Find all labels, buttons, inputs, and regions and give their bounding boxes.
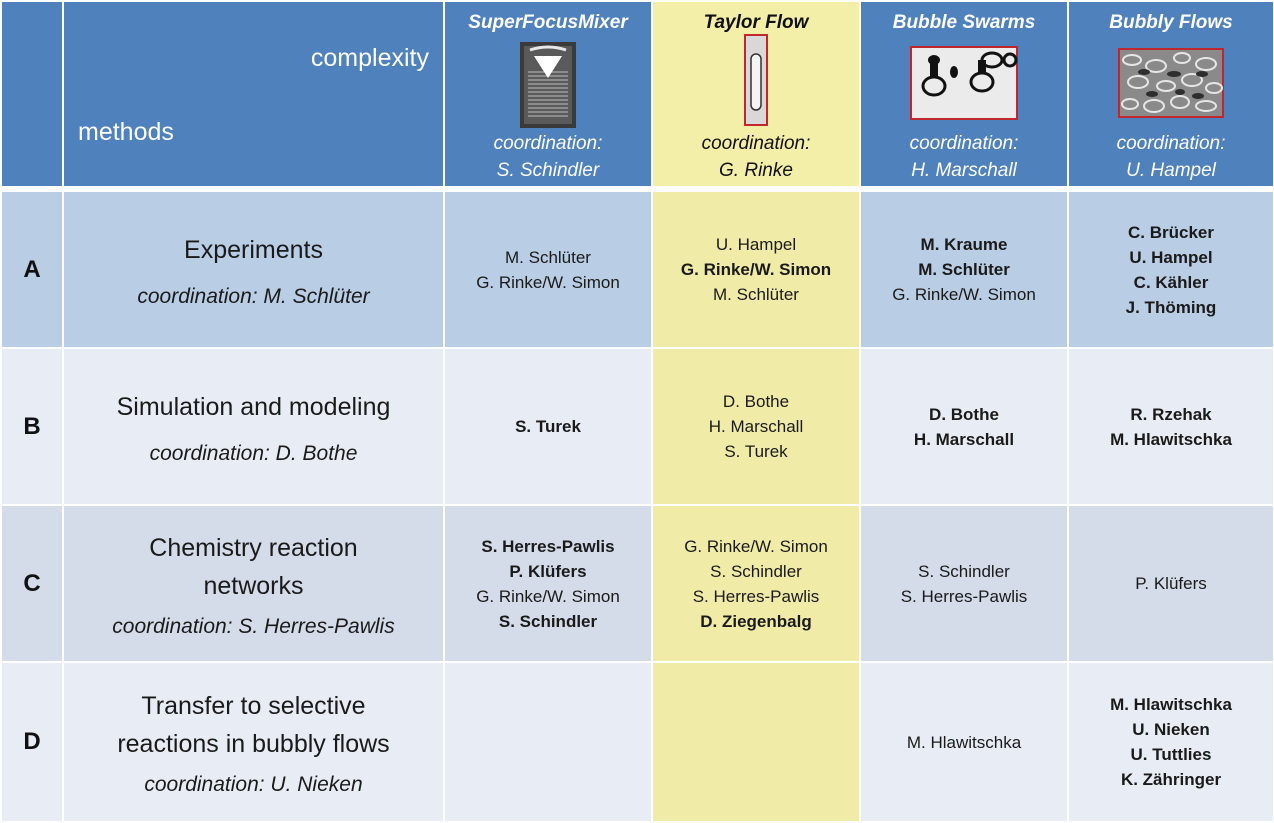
participant-lead: J. Thöming	[1125, 297, 1217, 317]
participant-lead: M. Schlüter	[918, 260, 1010, 279]
method-cell-experiments	[64, 192, 443, 347]
method-cell-transfer	[64, 663, 443, 821]
participant-lead: C. Kähler	[1133, 272, 1209, 292]
method-coordination: coordination: S. Herres-Pawlis	[112, 614, 395, 638]
coordinator-name: H. Marschall	[911, 160, 1017, 181]
participant: P. Klüfers	[1135, 574, 1207, 593]
method-title-line: networks	[203, 571, 304, 600]
participant: S. Schindler	[918, 561, 1010, 581]
participant-lead: S. Schindler	[498, 611, 598, 631]
participant-lead: S. Turek	[515, 417, 581, 436]
coordinator-name: S. Schindler	[496, 160, 600, 181]
col-title: Bubble Swarms	[892, 12, 1036, 33]
header-corner	[2, 2, 62, 186]
row-letter: C	[23, 569, 41, 597]
row-letter: A	[23, 255, 41, 283]
matrix-cell	[861, 506, 1067, 661]
participant-lead: M. Hlawitschka	[1110, 429, 1232, 449]
participant: U. Hampel	[715, 235, 797, 254]
col-title: Taylor Flow	[703, 12, 809, 33]
coordination-label: coordination:	[701, 133, 811, 154]
method-title-line: reactions in bubbly flows	[117, 730, 390, 758]
method-title-line: Transfer to selective	[141, 692, 366, 720]
participant-lead: D. Bothe	[929, 404, 999, 424]
method-title: Simulation and modeling	[116, 392, 391, 421]
participant: G. Rinke/W. Simon	[892, 285, 1036, 304]
participant-lead: U. Nieken	[1132, 720, 1210, 739]
superfocusmixer-image	[520, 42, 576, 128]
header-col-bubble-swarms	[861, 2, 1067, 186]
matrix-cell-empty	[653, 663, 859, 821]
participant: G. Rinke/W. Simon	[684, 536, 828, 556]
col-title: Bubbly Flows	[1109, 12, 1233, 33]
participant: D. Bothe	[722, 392, 790, 411]
participant-lead: U. Tuttlies	[1130, 745, 1212, 764]
row-letter: D	[23, 728, 41, 755]
participant-lead: M. Kraume	[920, 235, 1008, 254]
matrix-cell	[445, 349, 651, 504]
method-cell-chemistry	[64, 506, 443, 661]
methods-label: methods	[78, 118, 174, 146]
row-letter-cell	[2, 349, 62, 504]
participant: M. Schlüter	[505, 247, 591, 267]
participant: S. Schindler	[710, 561, 802, 581]
matrix-cell	[861, 349, 1067, 504]
header-col-taylor-flow	[653, 2, 859, 186]
participant: G. Rinke/W. Simon	[476, 586, 620, 606]
matrix-cell	[1069, 192, 1273, 347]
matrix-cell	[653, 349, 859, 504]
participant-lead: K. Zähringer	[1120, 770, 1222, 789]
matrix-cell	[1069, 349, 1273, 504]
header-col-bubbly-flows	[1069, 2, 1273, 186]
participant: S. Herres-Pawlis	[692, 586, 820, 606]
coordinator-name: G. Rinke	[719, 160, 793, 181]
matrix-cell	[861, 663, 1067, 821]
participant-lead: R. Rzehak	[1130, 404, 1212, 424]
matrix-cell	[1069, 506, 1273, 661]
row-letter-cell	[2, 663, 62, 821]
taylor-flow-image	[744, 34, 768, 126]
complexity-label: complexity	[310, 44, 429, 72]
matrix-cell	[445, 192, 651, 347]
matrix-cell	[1069, 663, 1273, 821]
participant: M. Schlüter	[713, 285, 799, 304]
matrix-cell	[653, 192, 859, 347]
participant-lead: H. Marschall	[913, 429, 1015, 449]
participant: G. Rinke/W. Simon	[476, 272, 620, 292]
header-col-superfocusmixer	[445, 2, 651, 186]
col-title: SuperFocusMixer	[468, 12, 628, 33]
method-coordination: coordination: D. Bothe	[149, 441, 358, 465]
row-letter-cell	[2, 506, 62, 661]
bubbly-flows-image	[1118, 48, 1224, 118]
coordinator-name: U. Hampel	[1126, 160, 1216, 181]
participant-lead: P. Klüfers	[509, 561, 587, 581]
matrix-cell-empty	[445, 663, 651, 821]
participant: S. Herres-Pawlis	[900, 586, 1028, 606]
participant-lead: M. Hlawitschka	[1110, 695, 1232, 714]
coordination-label: coordination:	[909, 133, 1019, 154]
matrix-cell	[861, 192, 1067, 347]
header-axis-cell	[64, 2, 443, 186]
row-letter-cell	[2, 192, 62, 347]
participant-lead: S. Herres-Pawlis	[481, 536, 615, 556]
participant-lead: D. Ziegenbalg	[700, 611, 812, 631]
method-cell-simulation	[64, 349, 443, 504]
method-coordination: coordination: U. Nieken	[144, 773, 363, 796]
matrix-cell	[445, 506, 651, 661]
method-title-line: Chemistry reaction	[149, 533, 358, 562]
participant: M. Hlawitschka	[906, 732, 1022, 752]
participant-lead: C. Brücker	[1128, 222, 1214, 242]
participant-lead: U. Hampel	[1129, 247, 1213, 267]
participant: H. Marschall	[708, 417, 804, 436]
participant: S. Turek	[724, 442, 788, 461]
method-title: Experiments	[184, 235, 323, 264]
participant-lead: G. Rinke/W. Simon	[680, 260, 832, 279]
matrix-cell	[653, 506, 859, 661]
coordination-label: coordination:	[493, 133, 603, 154]
bubble-swarms-image	[910, 46, 1018, 120]
row-letter: B	[23, 412, 41, 440]
method-coordination: coordination: M. Schlüter	[137, 284, 370, 308]
coordination-label: coordination:	[1116, 133, 1226, 154]
